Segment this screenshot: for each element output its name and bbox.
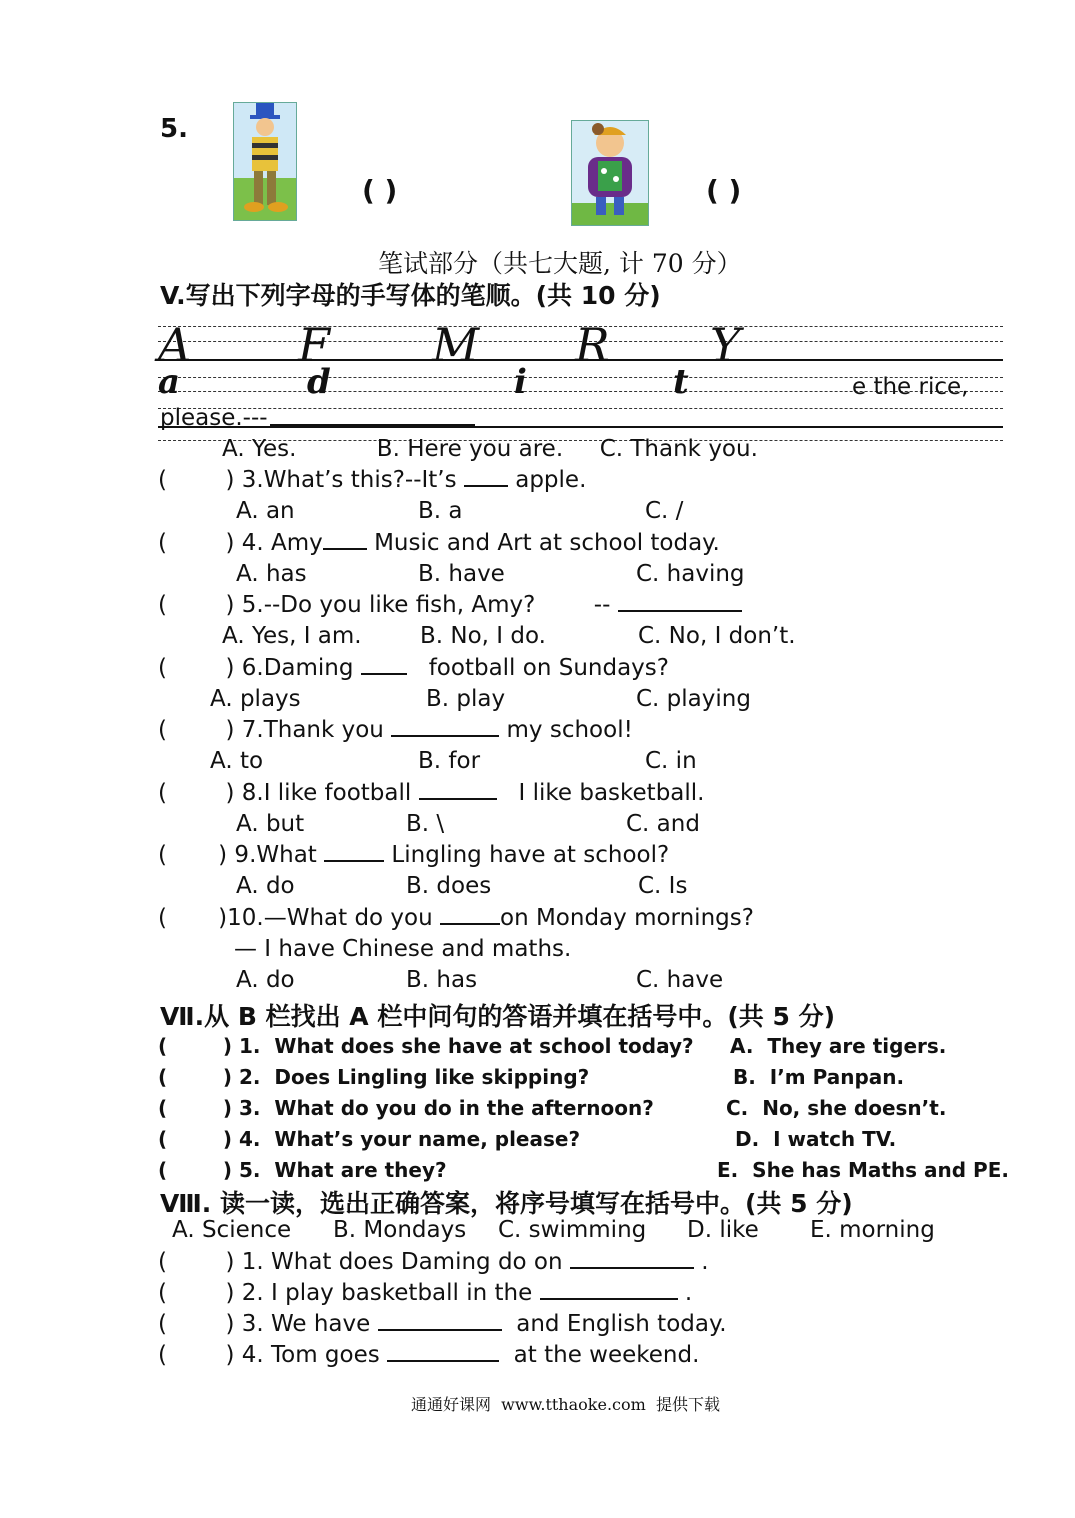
question-tail: . [693, 1249, 709, 1275]
q2-options: A. Yes. B. Here you are. C. Thank you. [222, 436, 758, 462]
question-tail: I like basketball. [496, 780, 705, 806]
word-option: B. Mondays [333, 1217, 467, 1243]
handwriting-letter: A [158, 318, 192, 372]
question-stem: ( ) 9.What [158, 842, 325, 868]
question-tail: Music and Art at school today. [366, 530, 720, 556]
answer-blank [391, 717, 499, 737]
answer-blank [324, 842, 384, 862]
question-stem: ( ) 6.Daming [158, 655, 361, 681]
answer-blank [419, 780, 497, 800]
question-stem: ( ) 3. We have [158, 1311, 378, 1337]
option-a: A. do [236, 967, 295, 993]
question-tail: at the weekend. [499, 1342, 700, 1368]
option-b: B. have [418, 561, 505, 587]
question-number: 5. [160, 114, 188, 144]
question-stem: ( ) 1. What does Daming do on [158, 1249, 570, 1275]
answer-blank [387, 1342, 499, 1362]
question-stem: ( ) 2. I play basketball in the [158, 1280, 540, 1306]
option-c: C. playing [636, 686, 751, 712]
answer-parentheses: ( ) [362, 174, 398, 207]
handwriting-guide-line [158, 408, 1003, 409]
question-8 [158, 780, 704, 806]
question-5 [158, 592, 742, 618]
option-a: A. an [236, 498, 295, 524]
matching-question: ( ) 4. What’s your name, please? [158, 1127, 581, 1151]
q10-answer-line: — I have Chinese and maths. [234, 936, 572, 962]
option-b: B. does [406, 873, 492, 899]
question-stem: ( )10.—What do you [158, 905, 440, 931]
option-b: B. a [418, 498, 463, 524]
question-tail: Lingling have at school? [384, 842, 670, 868]
option-a: A. do [236, 873, 295, 899]
question-tail: . [677, 1280, 693, 1306]
option-b: B. has [406, 967, 478, 993]
section-8-title: Ⅷ. 读一读，选出正确答案，将序号填写在括号中。(共 5 分) [160, 1189, 853, 1218]
answer-blank [440, 905, 500, 925]
question-7 [158, 717, 633, 743]
handwriting-base-line [158, 426, 1003, 428]
matching-answer: A. They are tigers. [730, 1034, 947, 1058]
page-footer: 通通好课网 www.tthaoke.com 提供下载 [411, 1395, 720, 1414]
question-stem: ( ) 5.--Do you like fish, Amy? -- [158, 592, 611, 618]
option-c: C. have [636, 967, 724, 993]
option-a: A. to [210, 748, 264, 774]
word-option: E. morning [810, 1217, 935, 1243]
handwriting-letter: a [158, 362, 181, 402]
option-c: C. / [645, 498, 684, 524]
handwriting-letter: d [307, 362, 331, 402]
question-4 [158, 530, 720, 556]
section-7-title: Ⅶ.从 B 栏找出 A 栏中问句的答语并填在括号中。(共 5 分) [160, 1002, 836, 1031]
section-5-title: V.写出下列字母的手写体的笔顺。(共 10 分) [160, 281, 661, 310]
answer-blank [464, 467, 508, 487]
fill-in-question [158, 1342, 699, 1368]
option-b: B. play [426, 686, 506, 712]
matching-answer: D. I watch TV. [735, 1127, 897, 1151]
handwriting-letter: Y [710, 318, 741, 372]
fill-in-question [158, 1249, 709, 1275]
option-c: C. and [626, 811, 700, 837]
handwriting-letter: M [432, 318, 480, 372]
written-part-header: 笔试部分（共七大题, 计 70 分） [378, 249, 742, 278]
matching-question: ( ) 1. What does she have at school today? [158, 1034, 694, 1058]
word-option: D. like [687, 1217, 759, 1243]
question-tail: on Monday mornings? [500, 905, 754, 931]
overlapping-text: please.--- [160, 405, 268, 431]
clown-with-monkey-picture [571, 120, 649, 226]
word-option: C. swimming [498, 1217, 647, 1243]
matching-answer: B. I’m Panpan. [733, 1065, 905, 1089]
question-stem: ( ) 8.I like football [158, 780, 419, 806]
matching-question: ( ) 3. What do you do in the afternoon? [158, 1096, 654, 1120]
option-b: B. for [418, 748, 481, 774]
answer-parentheses: ( ) [706, 174, 742, 207]
option-c: C. No, I don’t. [638, 623, 796, 649]
handwriting-letter: F [298, 318, 330, 372]
answer-blank [361, 655, 407, 675]
option-a: A. has [236, 561, 307, 587]
question-9 [158, 842, 669, 868]
option-a: A. Yes, I am. [222, 623, 362, 649]
question-tail: football on Sundays? [406, 655, 669, 681]
question-stem: ( ) 7.Thank you [158, 717, 392, 743]
matching-answer: E. She has Maths and PE. [717, 1158, 1009, 1182]
fill-in-question [158, 1311, 727, 1337]
answer-blank [570, 1249, 694, 1269]
option-b: B. No, I do. [420, 623, 546, 649]
clown-picture [233, 102, 297, 221]
question-tail: apple. [507, 467, 587, 493]
handwriting-letter: R [575, 318, 610, 372]
question-tail: my school! [499, 717, 633, 743]
answer-blank [323, 530, 367, 550]
question-6 [158, 655, 669, 681]
answer-blank [540, 1280, 678, 1300]
option-c: C. having [636, 561, 745, 587]
question-tail: and English today. [501, 1311, 727, 1337]
option-a: A. but [236, 811, 305, 837]
option-a: A. plays [210, 686, 301, 712]
overlapping-text: e the rice, [852, 374, 969, 400]
matching-answer: C. No, she doesn’t. [726, 1096, 947, 1120]
fill-in-question [158, 1280, 692, 1306]
question-stem: ( ) 4. Amy [158, 530, 323, 556]
question-3 [158, 467, 586, 493]
word-option: A. Science [172, 1217, 292, 1243]
answer-blank [270, 424, 475, 426]
option-c: C. Is [638, 873, 688, 899]
option-b: B. \ [406, 811, 445, 837]
matching-question: ( ) 2. Does Lingling like skipping? [158, 1065, 590, 1089]
option-c: C. in [645, 748, 697, 774]
matching-question: ( ) 5. What are they? [158, 1158, 447, 1182]
question-10 [158, 905, 754, 931]
handwriting-letter: i [514, 362, 527, 402]
answer-blank [378, 1311, 502, 1331]
answer-blank [618, 592, 742, 612]
question-stem: ( ) 3.What’s this?--It’s [158, 467, 464, 493]
handwriting-letter: t [673, 362, 689, 402]
question-stem: ( ) 4. Tom goes [158, 1342, 388, 1368]
